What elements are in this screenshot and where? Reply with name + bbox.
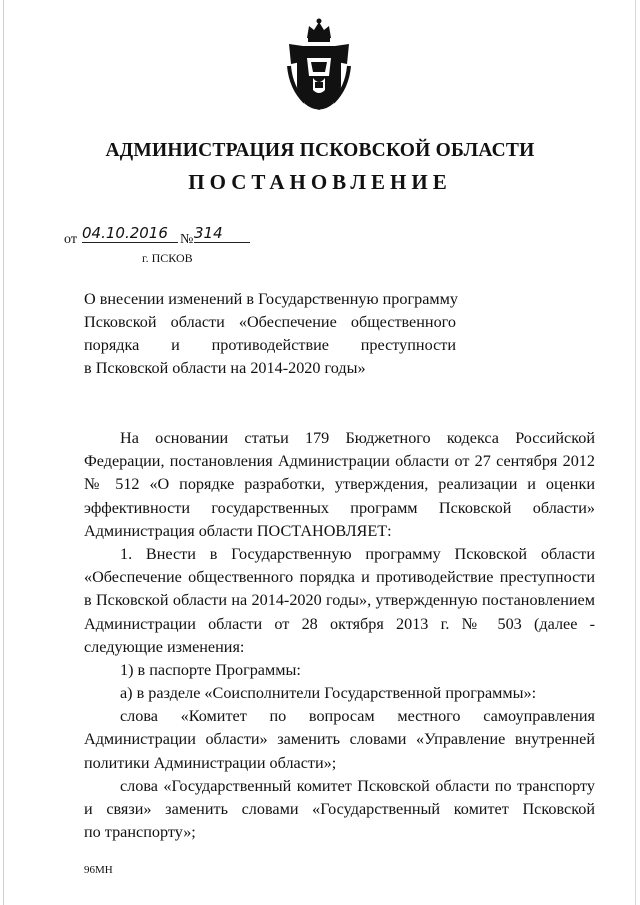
body-line: и связи» заменить словами «Государственный комитет Псковской <box>84 800 595 818</box>
body-line: Федерации, постановления Администрации области от 27 сентября 2012 <box>84 452 595 471</box>
body-line: слова «Государственный комитет Псковской области по транспорту <box>120 776 595 795</box>
subject-line: порядка и противодействие преступности <box>84 336 456 354</box>
body-line: На основании статьи 179 Бюджетного кодекса Российской <box>120 429 595 447</box>
scan-edge-right <box>635 0 636 905</box>
number-value: 314 <box>194 224 250 243</box>
document-type-title: ПОСТАНОВЛЕНИЕ <box>188 170 452 194</box>
body-line: следующие изменения: <box>84 637 245 656</box>
date-value: 04.10.2016 <box>82 224 178 243</box>
body-line: в Псковской области на 2014-2020 годы», утвержденную постановлением <box>84 591 595 610</box>
subject-line: О внесении изменений в Государственную программу <box>84 290 458 308</box>
footer-code: 96МН <box>84 864 113 876</box>
body-line: Администрация области ПОСТАНОВЛЯЕТ: <box>84 521 392 540</box>
date-prefix: от <box>64 232 77 247</box>
body-line: политики Администрации области»; <box>84 753 337 772</box>
organization-title: АДМИНИСТРАЦИЯ ПСКОВСКОЙ ОБЛАСТИ <box>105 140 535 161</box>
body-line: Администрации области от 28 октября 2013 г. № 503 (далее - <box>84 614 595 633</box>
body-line: «Обеспечение общественного порядка и противодействие преступности <box>84 568 595 587</box>
body-line: по транспорту»; <box>84 823 196 842</box>
body-line: эффективности государственных программ Псковской области» <box>84 498 595 517</box>
subject-block <box>84 288 456 380</box>
coat-of-arms-icon <box>283 16 355 116</box>
subject-line: в Псковской области на 2014-2020 годы» <box>84 359 366 377</box>
body-line: Администрации области» заменить словами «Управление внутренней <box>84 730 595 749</box>
scan-edge-left <box>3 0 4 905</box>
number-label: № <box>180 232 194 247</box>
body-line: 1. Внести в Государственную программу Псковской области <box>120 544 595 563</box>
body-line: слова «Комитет по вопросам местного самоуправления <box>120 707 595 726</box>
body-line: 1) в паспорте Программы: <box>120 660 301 679</box>
city-label: г. ПСКОВ <box>142 251 193 265</box>
body-text <box>84 427 595 844</box>
subject-line: Псковской области «Обеспечение общественного <box>84 313 456 331</box>
body-line: № 512 «О порядке разработки, утверждения, реализации и оценки <box>84 475 595 494</box>
body-line: а) в разделе «Соисполнители Государственной программы»: <box>120 684 537 703</box>
